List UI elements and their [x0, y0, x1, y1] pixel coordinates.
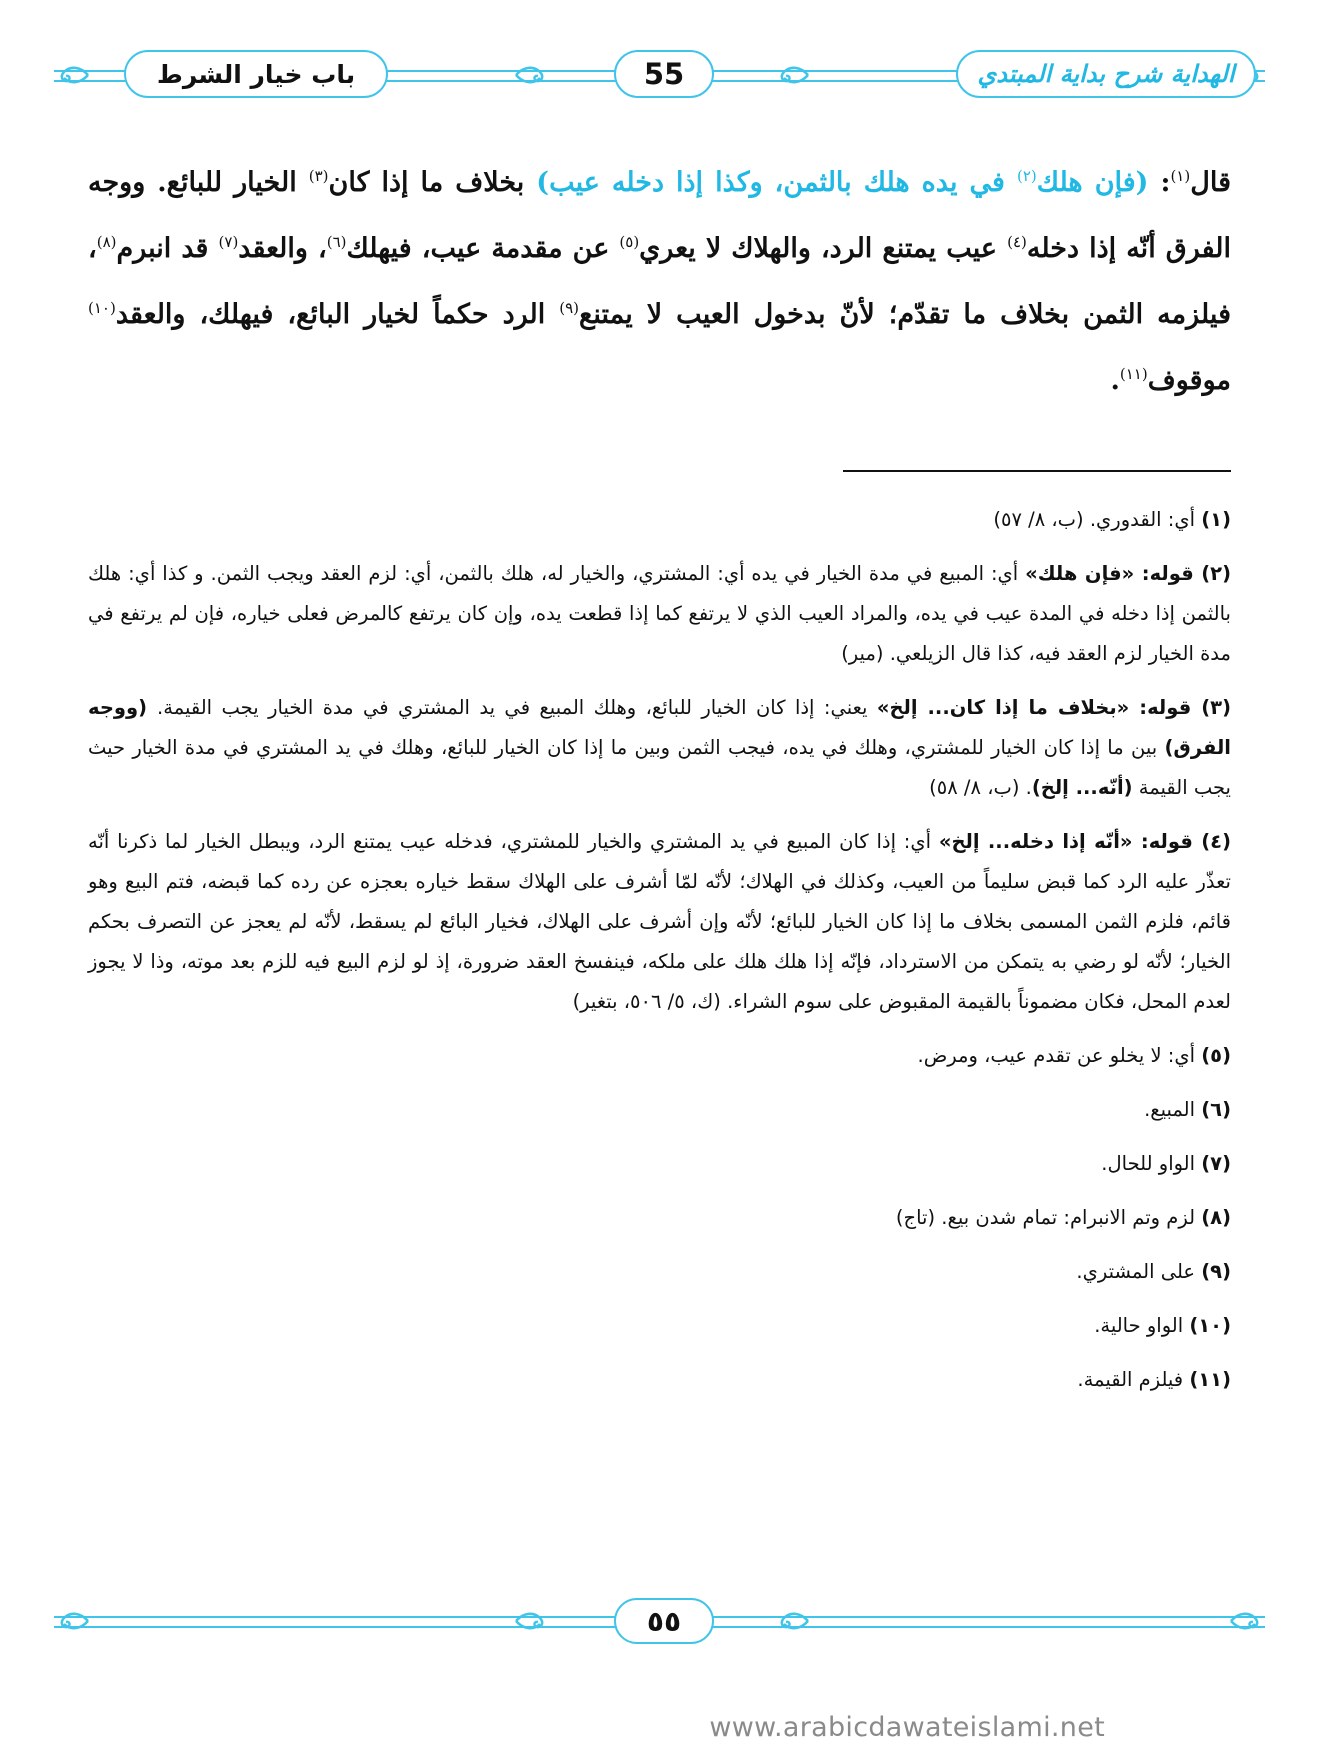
section-title-badge [124, 50, 388, 98]
section-title: باب خيار الشرط [156, 59, 356, 89]
footnote-number: (٢) [1201, 562, 1231, 585]
text-run: : [1148, 167, 1171, 198]
footnote-text: فيلزم القيمة. [1077, 1368, 1190, 1391]
ornament-scroll-icon [1229, 1610, 1265, 1632]
footnote-text: أي: القدوري. (ب، ٨/ ٥٧) [993, 508, 1202, 531]
text-run: قال [1190, 167, 1231, 198]
footnote-text: أي: إذا كان المبيع في يد المشتري والخيار للمشتري، فدخله عيب يمتنع الرد، ويبطل الخيار لما ذكرنا أنّه تعذّر عليه الرد كما قبض سليماً من العيب، وكذلك في الهلاك؛ لأنّه لمّا أشرف على الهلاك سقط خياره بعجزه عن رده كما قبضه، فتم البيع وهو قائم، فلزم الثمن المسمى بخلاف ما إذا كان الخيار للبائع؛ لأنّه وإن أشرف على الهلاك، فخيار البائع لم يسقط، لأنّه لم يعجز عن التصرف بحكم الخيار؛ لأنّه لو رضي به يتمكن من الاسترداد، فإنّه إذا هلك هلك على ملكه، فينفسخ العقد ضرورة، إذ لو لزم البيع فيه للزم بعد موته، وذا لا يجوز لعدم المحل، فكان مضموناً بالقيمة المقبوض على سوم الشراء. (ك، ٥/ ٥٠٦، بتغير) [88, 830, 1231, 1013]
footnote-text: على المشتري. [1076, 1260, 1202, 1283]
ornament-scroll-icon [54, 64, 90, 86]
main-text [88, 150, 1231, 414]
footnote-number: (٨) [1201, 1206, 1231, 1229]
footnote-7 [88, 1144, 1231, 1184]
text-run: . [1110, 365, 1120, 396]
footnote-separator [843, 470, 1231, 472]
footnote-ref[interactable]: (٤) [1007, 233, 1027, 251]
footnote-text: بين ما إذا كان الخيار للمشتري، وهلك في يده، فيجب الثمن وبين ما إذا كان الخيار للبائع، وهلك في يد المشتري في مدة الخيار حيث يجب القيمة [88, 736, 1231, 799]
ornament-scroll-icon [54, 1610, 90, 1632]
page-number-badge [614, 50, 714, 98]
text-run: بخلاف ما إذا كان [328, 167, 537, 198]
footnote-text: المبيع. [1144, 1098, 1202, 1121]
footnote-ref[interactable]: (٣) [308, 167, 329, 185]
footnote-number: (٦) [1201, 1098, 1231, 1121]
footnote-ref[interactable]: (٥) [619, 233, 640, 251]
footnote-lead: قوله: «أنّه إذا دخله... إلخ» [938, 830, 1202, 853]
footnote-ref[interactable]: (١٠) [88, 299, 116, 317]
book-title: الهداية شرح بداية المبتدي [977, 60, 1235, 88]
footnote-number: (٤) [1201, 830, 1231, 853]
highlighted-quote: (فإن هلك$^{(٢)}$ في يده هلك بالثمن، وكذا إذا دخله عيب) [536, 167, 1149, 198]
text-run: ، فيلزمه الثمن بخلاف ما تقدّم؛ لأنّ بدخول العيب لا يمتنع [88, 233, 1231, 330]
footnote-lead: قوله: «بخلاف ما إذا كان... إلخ» [876, 696, 1202, 719]
footnote-ref[interactable]: (١) [1170, 167, 1191, 185]
footnote-lead: (أنّه... إلخ) [1031, 776, 1133, 799]
footnote-ref[interactable]: (٦) [326, 233, 347, 251]
footnote-text: . (ب، ٨/ ٥٨) [929, 776, 1032, 799]
text-run: قد انبرم [116, 233, 219, 264]
footnote-11 [88, 1360, 1231, 1400]
ornament-scroll-icon [514, 64, 550, 86]
footnote-ref[interactable]: (٧) [218, 233, 239, 251]
ornament-scroll-icon [774, 1610, 810, 1632]
text-run: عن مقدمة عيب، فيهلك [346, 233, 620, 264]
footnote-number: (١) [1201, 508, 1231, 531]
footnote-text: يعني: إذا كان الخيار للبائع، وهلك المبيع في يد المشتري في مدة الخيار يجب القيمة. [157, 696, 877, 719]
footnote-text: الواو حالية. [1094, 1314, 1190, 1337]
footnote-ref[interactable]: (٩) [559, 299, 579, 317]
footnote-text: أي: المبيع في مدة الخيار في يده أي: المشتري، والخيار له، هلك بالثمن، أي: لزم العقد ويجب الثمن. و كذا أي: هلك بالثمن إذا دخله في المدة عيب في يده، والمراد العيب الذي لا يرتفع كما إذا قطعت يده، وإن كان يرتفع كالمرض فعلى خياره، فإن لم يرتفع في مدة الخيار لزم العقد فيه، كذا قال الزيلعي. (مير) [88, 562, 1231, 665]
footnote-5 [88, 1036, 1231, 1076]
footnote-ref[interactable]: (١١) [1119, 365, 1148, 383]
page-number: 55 [643, 57, 685, 91]
footnote-2 [88, 554, 1231, 674]
footnotes [88, 500, 1231, 1400]
footnote-lead: (ووجه الفرق) [88, 696, 1231, 759]
footnote-10 [88, 1306, 1231, 1346]
footnote-number: (١٠) [1189, 1314, 1231, 1337]
footnote-6 [88, 1090, 1231, 1130]
footnote-lead: قوله: «فإن هلك» [1025, 562, 1202, 585]
footnote-number: (٥) [1201, 1044, 1231, 1067]
footnote-3 [88, 688, 1231, 808]
text-run: الرد حكماً لخيار البائع، فيهلك، والعقد [115, 299, 560, 330]
footnote-number: (٩) [1201, 1260, 1231, 1283]
page-footer [54, 1598, 1265, 1646]
footnote-number: (٣) [1201, 696, 1231, 719]
footer-page-number: ٥٥ [646, 1604, 682, 1638]
book-title-badge [956, 50, 1256, 98]
footnote-number: (١١) [1189, 1368, 1231, 1391]
footnote-8 [88, 1198, 1231, 1238]
footnote-ref[interactable]: (٨) [96, 233, 117, 251]
footer-page-number-badge [614, 1598, 714, 1644]
ornament-scroll-icon [514, 1610, 550, 1632]
text-run: موقوف [1147, 365, 1231, 396]
footnote-4 [88, 822, 1231, 1022]
page-header [54, 44, 1265, 108]
ornament-scroll-icon [774, 64, 810, 86]
text-run: ، والعقد [238, 233, 327, 264]
text-run: عيب يمتنع الرد، والهلاك لا يعري [639, 233, 1008, 264]
footnote-ref[interactable]: (٢) [1016, 167, 1037, 185]
text-run: الخيار للبائع. ووجه الفرق أنّه إذا دخله [88, 167, 1231, 264]
website-watermark: www.arabicdawateislami.net [709, 1712, 1105, 1743]
footnote-number: (٧) [1201, 1152, 1231, 1175]
footnote-1 [88, 500, 1231, 540]
footnote-text: لزم وتم الانبرام: تمام شدن بيع. (تاج) [895, 1206, 1202, 1229]
footnote-text: الواو للحال. [1101, 1152, 1202, 1175]
footnote-text: أي: لا يخلو عن تقدم عيب، ومرض. [917, 1044, 1202, 1067]
footnote-9 [88, 1252, 1231, 1292]
